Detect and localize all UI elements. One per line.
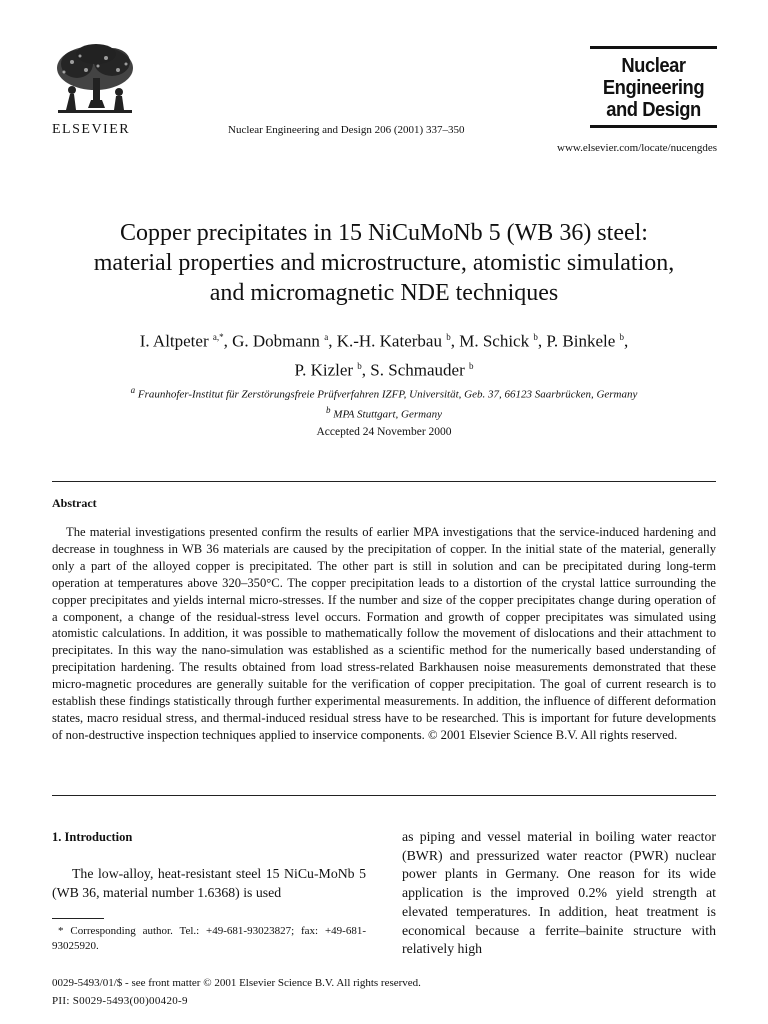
footnote: * Corresponding author. Tel.: +49-681-93023827; fax: +49-681-93025920. — [52, 925, 366, 952]
journal-citation: Nuclear Engineering and Design 206 (2001) 337–350 — [228, 124, 465, 136]
abstract-body: The material investigations presented confirm the results of earlier MPA investigations that the service-induced hardening and decrease in toughness in WB 36 materials are caused by the precipitation of copper. In the initial state of the material, generally only a part of the alloyed copper is precipitated. The other part is still in solution and can be precipitated during long-term operation at temperatures above 320–350°C. The copper precipitation leads to a distortion of the crystal lattice surrounding the copper precipitates and yields internal micro-stresses. If the number and size of the copper precipitates change during operation of a component, a change of the residual-stress level occurs. Formation and growth of copper precipitates was simulated using atomistic calculations. In addition, it was possible to mathematically follow the movement of dislocations and their attachment to precipitates. In this way the nano-simulation was established as a scientific method for the numerically based understanding of precipitation hardening. The results obtained from load stress-related Barkhausen noise measurements demonstrated that these micro-magnetic procedures are generally suitable for the verification of copper precipitation. The goal of current research is to establish these findings statistically through further experimental measurements. In addition, the influence of different deformation states, macro residual stress, and thermal-induced residual stress have to be researched. This is important for future developments of non-destructive inspection techniques applied to inservice components. © 2001 Elsevier Science B.V. All rights reserved. — [52, 525, 716, 742]
author-name: I. Altpeter — [139, 331, 209, 351]
journal-brand-logo — [590, 46, 717, 131]
paragraph: as piping and vessel material in boiling water reactor (BWR) and pressurized water reactor (PWR) nuclear power plants in Germany. One reason for its wide application is the improved 0.2% yield strength at elevated temperatures. In addition, heat treatment is economical because a ferrite–bainite structure with relatively high — [402, 829, 716, 957]
author-list: I. Altpeter $^{a,*}$, G. Dobmann $^a$, K.-H. Katerbau $^b$, M. Schick $^b$, P. Binkele $^b$, P. Kizler $^b$, S. Schmauder $^b$ — [139, 331, 629, 380]
affiliation-text: MPA Stuttgart, Germany — [333, 408, 442, 421]
footnote-divider — [52, 918, 104, 919]
author-name: P. Binkele — [546, 331, 616, 351]
left-column — [52, 828, 366, 902]
publisher-name: ELSEVIER — [52, 122, 131, 137]
article-title: Copper precipitates in 15 NiCuMoNb 5 (WB 36) steel: material properties and microstructure, atomistic simulation, and micromagnetic NDE techniques — [93, 220, 675, 306]
affiliation-text: Fraunhofer-Institut für Zerstörungsfreie Prüfverfahren IZFP, Universität, Geb. 37, 66123 Saarbrücken, Germany — [137, 388, 638, 401]
divider — [52, 481, 716, 482]
accepted-date: Accepted 24 November 2000 — [316, 426, 452, 438]
author-name: P. Kizler — [294, 360, 354, 380]
section-heading: 1. Introduction — [52, 830, 133, 844]
author-name: M. Schick — [459, 331, 530, 351]
journal-brand-name: Nuclear Engineering and Design — [602, 55, 705, 121]
abstract-heading: Abstract — [52, 496, 97, 510]
right-column — [402, 828, 716, 959]
divider — [52, 795, 716, 796]
elsevier-tree-logo — [52, 44, 138, 120]
paragraph: The low-alloy, heat-resistant steel 15 NiCu-MoNb 5 (WB 36, material number 1.6368) is used — [52, 866, 366, 900]
pii-identifier: PII: S0029-5493(00)00420-9 — [52, 995, 188, 1007]
author-name: G. Dobmann — [232, 331, 320, 351]
affiliations: $^a$ Fraunhofer-Institut für Zerstörungsfreie Prüfverfahren IZFP, Universität, Geb. 37, 66123 Saarbrücken, Germany $^b$ MPA Stuttgart, Germany — [130, 385, 638, 421]
author-name: K.-H. Katerbau — [336, 331, 442, 351]
author-name: S. Schmauder — [370, 360, 465, 380]
journal-url-link[interactable]: www.elsevier.com/locate/nucengdes — [557, 142, 717, 154]
front-matter-notice: 0029-5493/01/$ - see front matter © 2001 Elsevier Science B.V. All rights reserved. — [52, 977, 421, 989]
